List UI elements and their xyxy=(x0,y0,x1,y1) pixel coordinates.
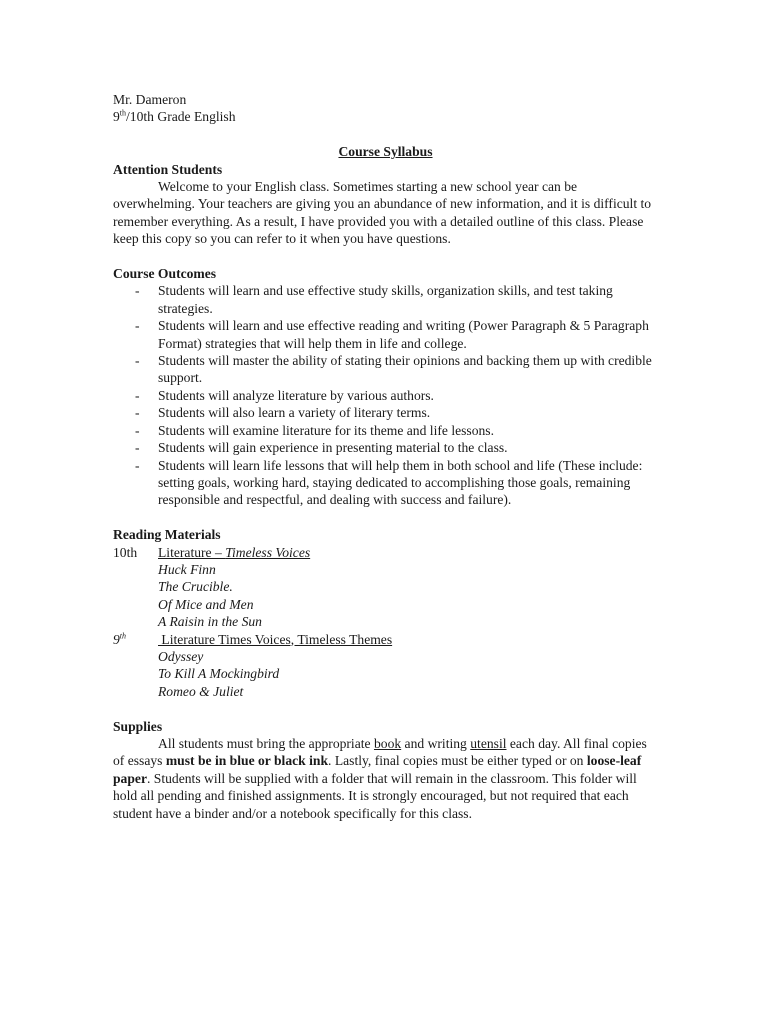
bullet-dash: - xyxy=(135,457,140,473)
grade-9-number: 9 xyxy=(113,631,120,647)
book-title: Huck Finn xyxy=(158,561,216,577)
book-row xyxy=(113,596,658,613)
outcome-text: Students will gain experience in presenting material to the class. xyxy=(158,440,508,456)
outcome-text: Students will learn and use effective reading and writing (Power Paragraph & 5 Paragraph Format) strategies that will help them in life and college. xyxy=(158,318,649,351)
reading-heading: Reading Materials xyxy=(113,527,221,543)
supplies-text: each day. All final copies of essays xyxy=(113,735,647,769)
outcome-text: Students will analyze literature by various authors. xyxy=(158,387,434,403)
attention-paragraph: Welcome to your English class. Sometimes starting a new school year can be overwhelming. Your teachers are giving you an abundance of new information, and it is difficult to remember everything. As a result, I have provided you with a detailed outline of this class. Please keep this copy so you can refer to it when you have questions. xyxy=(113,179,652,247)
bullet-dash: - xyxy=(135,318,140,334)
page-title: Course Syllabus xyxy=(338,144,433,160)
outcome-text: Students will learn and use effective study skills, organization skills, and test taking strategies. xyxy=(158,283,613,316)
supplies-text: . Lastly, final copies must be either typed or on xyxy=(328,753,587,769)
supplies-paragraph xyxy=(113,735,658,822)
outcomes-list xyxy=(113,282,658,508)
outcome-item xyxy=(113,352,658,387)
outcome-item xyxy=(113,317,658,352)
book-title: The Crucible. xyxy=(158,579,233,595)
book-row xyxy=(113,613,658,630)
outcome-text: Students will examine literature for its theme and life lessons. xyxy=(158,422,494,438)
bullet-dash: - xyxy=(135,353,140,369)
outcome-item xyxy=(113,282,658,317)
book-row xyxy=(113,648,658,665)
anthology-9th: Literature Times Voices, Timeless Themes xyxy=(158,631,393,647)
syllabus-page xyxy=(113,91,658,822)
outcome-item xyxy=(113,387,658,404)
bullet-dash: - xyxy=(135,422,140,438)
bullet-dash: - xyxy=(135,387,140,403)
anthology-10th-title: Timeless Voices xyxy=(225,544,311,560)
supplies-text: and writing xyxy=(401,735,471,751)
book-title: Romeo & Juliet xyxy=(158,683,244,699)
grade-course-text: /10th Grade English xyxy=(126,109,236,125)
outcomes-heading: Course Outcomes xyxy=(113,266,217,282)
book-row xyxy=(113,683,658,700)
grade-9th-label xyxy=(113,631,158,648)
book-title: Of Mice and Men xyxy=(158,596,254,612)
outcome-item xyxy=(113,439,658,456)
outcome-item xyxy=(113,457,658,509)
book-title: A Raisin in the Sun xyxy=(158,614,262,630)
book-row xyxy=(113,665,658,682)
anthology-10th-prefix: Literature – xyxy=(158,544,226,560)
grade-superscript: th xyxy=(119,108,127,118)
outcome-text: Students will learn life lessons that will help them in both school and life (These include: setting goals, working hard, staying dedicated to accomplishing those goals, remaining responsible and respectful, and dealing with success and failure). xyxy=(158,457,643,508)
outcome-item xyxy=(113,422,658,439)
supplies-ink-rule: must be in blue or black ink xyxy=(165,753,329,769)
bullet-dash: - xyxy=(135,440,140,456)
book-row xyxy=(113,578,658,595)
supplies-text: . Students will be supplied with a folder that will remain in the classroom. This folder will hold all pending and finished assignments. It is strongly encouraged, but not required that each student have a binder and/or a notebook specifically for this class. xyxy=(113,770,637,821)
supplies-text: All students must bring the appropriate xyxy=(158,735,374,751)
grade-number: 9 xyxy=(113,109,120,125)
anthology-10th xyxy=(158,544,310,561)
supplies-paper-rule: loose-leaf paper xyxy=(113,753,642,786)
outcome-item xyxy=(113,404,658,421)
book-title: To Kill A Mockingbird xyxy=(158,666,280,682)
supplies-book: book xyxy=(373,735,402,751)
book-row xyxy=(113,561,658,578)
grade-10th-label: 10th xyxy=(113,544,138,560)
book-title: Odyssey xyxy=(158,648,204,664)
attention-heading: Attention Students xyxy=(113,161,223,177)
bullet-dash: - xyxy=(135,405,140,421)
supplies-utensil: utensil xyxy=(470,735,507,751)
grade-9-superscript: th xyxy=(119,631,127,641)
teacher-name: Mr. Dameron xyxy=(113,92,187,107)
outcome-text: Students will also learn a variety of literary terms. xyxy=(158,405,431,421)
course-grade-line xyxy=(113,108,658,125)
bullet-dash: - xyxy=(135,283,140,299)
outcome-text: Students will master the ability of stating their opinions and backing them up with credible support. xyxy=(158,353,652,386)
reading-row-9th xyxy=(113,631,658,648)
reading-row-10th xyxy=(113,544,658,561)
supplies-heading: Supplies xyxy=(113,718,163,734)
